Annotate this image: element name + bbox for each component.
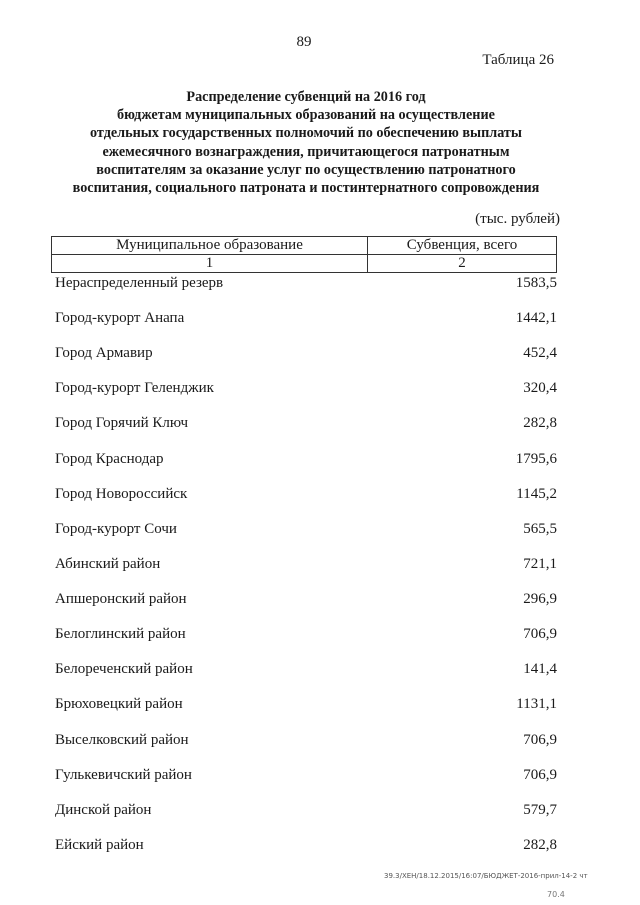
- table-header: [51, 236, 557, 273]
- column-number-row: [52, 255, 557, 273]
- subvention-value: 282,8: [523, 837, 557, 853]
- table-row: [51, 728, 557, 752]
- title-line: воспитателям за оказание услуг по осуществлению патронатного: [96, 161, 516, 178]
- subvention-value: 1131,1: [516, 696, 557, 712]
- table-row: [51, 341, 557, 365]
- municipality-name: Город Краснодар: [55, 451, 164, 467]
- subvention-value: 579,7: [523, 802, 557, 818]
- municipality-name: Гулькевичский район: [55, 767, 192, 783]
- table-row: [51, 798, 557, 822]
- municipality-name: Динской район: [55, 802, 152, 818]
- municipality-name: Нераспределенный резерв: [55, 275, 224, 291]
- table-row: [51, 447, 557, 471]
- municipality-name: Город Новороссийск: [55, 486, 188, 502]
- municipality-name: Выселковский район: [55, 732, 189, 748]
- table-row: [51, 376, 557, 400]
- table-row: [51, 411, 557, 435]
- table-row: [51, 482, 557, 506]
- municipality-name: Абинский район: [55, 556, 161, 572]
- table-row: [51, 552, 557, 576]
- subvention-value: 1442,1: [515, 310, 557, 326]
- footer-mark: 70.4: [547, 890, 565, 899]
- subvention-value: 296,9: [523, 591, 557, 607]
- table-row: [51, 692, 557, 716]
- header-row: [52, 237, 557, 255]
- subvention-value: 1583,5: [515, 275, 557, 291]
- subvention-value: 452,4: [523, 345, 557, 361]
- footer-code: 39.3/ХЕН/18.12.2015/16:07/БЮДЖЕТ-2016-прил-14-2 чт: [384, 872, 588, 880]
- table-label: Таблица 26: [482, 52, 554, 68]
- table-row: [51, 763, 557, 787]
- table-row: [51, 833, 557, 857]
- column-header-subvention: Субвенция, всего: [368, 237, 557, 255]
- table-row: [51, 306, 557, 330]
- title-line: воспитания, социального патроната и постинтернатного сопровождения: [72, 180, 540, 197]
- subvention-value: 320,4: [523, 380, 557, 396]
- municipality-name: Город-курорт Анапа: [55, 310, 185, 326]
- municipality-name: Брюховецкий район: [55, 696, 183, 712]
- units-label: (тыс. рублей): [475, 211, 560, 227]
- title-line: Распределение субвенций на 2016 год: [186, 89, 426, 105]
- table-row: [51, 517, 557, 541]
- municipality-name: Город-курорт Сочи: [55, 521, 177, 537]
- table-row: [51, 271, 557, 295]
- subvention-value: 565,5: [523, 521, 557, 537]
- municipality-name: Ейский район: [55, 837, 144, 853]
- municipality-name: Апшеронский район: [55, 591, 187, 607]
- municipality-name: Белореченский район: [55, 661, 193, 677]
- municipality-name: Город Горячий Ключ: [55, 415, 189, 431]
- subvention-value: 706,9: [523, 767, 557, 783]
- page-number: 89: [296, 34, 312, 50]
- municipality-name: Город Армавир: [55, 345, 153, 361]
- subvention-value: 706,9: [523, 626, 557, 642]
- table-row: [51, 622, 557, 646]
- subvention-value: 721,1: [523, 556, 557, 572]
- title-line: отдельных государственных полномочий по обеспечению выплаты: [90, 125, 522, 142]
- subvention-value: 1795,6: [515, 451, 557, 467]
- document-title: [42, 88, 570, 197]
- column-header-municipality: Муниципальное образование: [52, 237, 368, 255]
- table-row: [51, 587, 557, 611]
- subvention-value: 141,4: [523, 661, 557, 677]
- municipality-name: Город-курорт Геленджик: [55, 380, 214, 396]
- table-row: [51, 657, 557, 681]
- subvention-value: 706,9: [523, 732, 557, 748]
- column-number: 2: [368, 255, 557, 273]
- title-line: бюджетам муниципальных образований на осуществление: [117, 107, 495, 124]
- municipality-name: Белоглинский район: [55, 626, 186, 642]
- column-number: 1: [52, 255, 368, 273]
- subvention-value: 1145,2: [516, 486, 557, 502]
- title-line: ежемесячного вознаграждения, причитающегося патронатным: [102, 143, 510, 160]
- subvention-value: 282,8: [523, 415, 557, 431]
